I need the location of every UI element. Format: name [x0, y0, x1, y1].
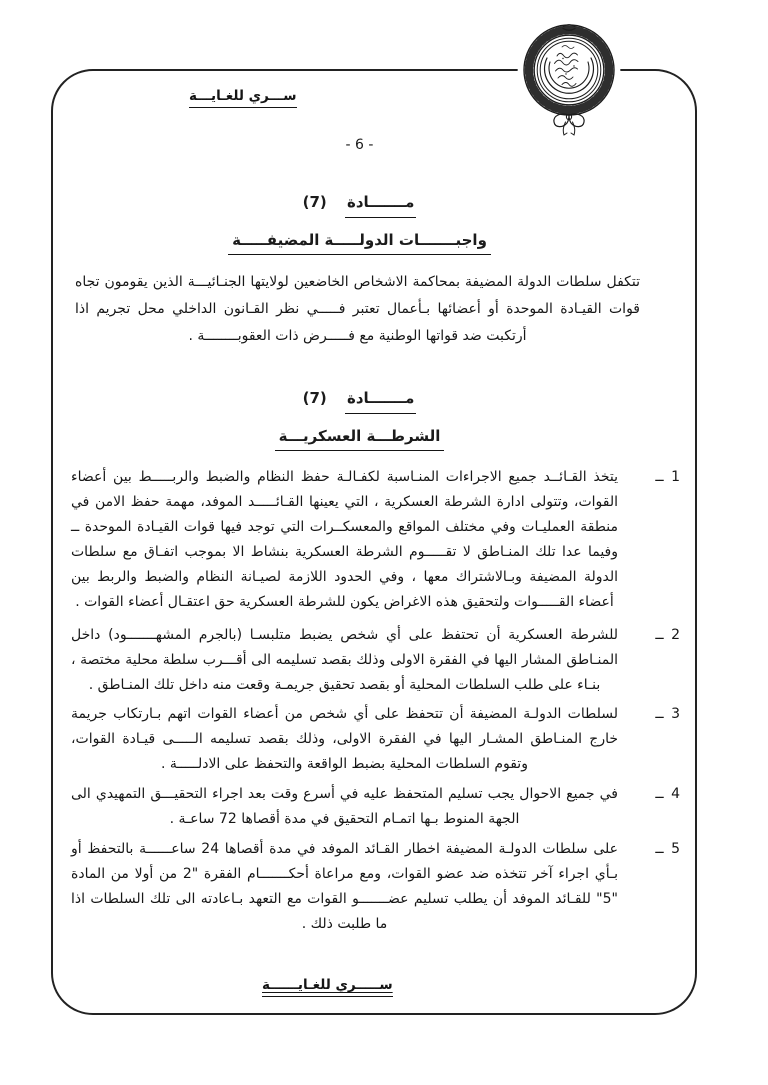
clause-text: للشرطة العسكرية أن تحتفظ على أي شخص يضبط متلبسـا (بالجرم المشهـــــــود) داخل المنـاطق المشار اليها في الفقرة الاولى وذلك بقصد تسليمه الى أقـــرب سلطة محلية مختصة ، بنـاء على طلب السلطات المحلية أو بقصد تحقيق جريمـة وقعت منه داخل تلك المنـاطق .: [71, 627, 618, 693]
clause-item-2: [71, 623, 680, 698]
article-7-mp-title: [71, 390, 648, 414]
clause-number: 3: [671, 706, 680, 722]
military-police-clauses: [71, 465, 680, 937]
article-word: مـــــــادة: [345, 194, 416, 218]
article-word: مـــــــادة: [345, 390, 416, 414]
clause-marker: [655, 465, 680, 490]
article-7-host-title: [71, 194, 648, 218]
clause-item-5: [71, 837, 680, 937]
clause-item-3: [71, 702, 680, 777]
clause-marker: [655, 702, 680, 727]
subtitle-text: الشرطـــة العسكريـــة: [275, 428, 445, 451]
clause-text: على سلطات الدولـة المضيفة اخطار القـائد الموفد في مدة أقصاها 24 ساعــــــة بالتحفظ أو بـأي اجراء آخر تتخذه ضد عضو القوات، ومع مراعاة أحكـــــــام الفقرة "2 من أولا من المادة "5" للقـائد الموفد أن يطلب تسليم عضـــــــو القوات مع التعهد بـاعادته الى تلك السلطات اذا ما طلبت ذلك .: [71, 841, 618, 932]
clause-marker: [655, 623, 680, 648]
page-number: - 6 -: [345, 137, 374, 153]
document-body: [71, 0, 680, 937]
clause-item-1: [71, 465, 680, 615]
clause-dash: ــ: [655, 841, 664, 857]
clause-dash: ــ: [655, 627, 664, 643]
host-state-paragraph: تتكفل سلطات الدولة المضيفة بمحاكمة الاشخاص الخاضعين لولايتها الجنـائيـــة الذين يقومون تجاه قوات القيـادة الموحدة أو أعضائها بـأعمال تعتبر فـــــي نظر القـانون الداخلي محل تجريم اذا أرتكبت ضد قواتها الوطنية مع فـــــرض ذات العقوبــــــــة .: [75, 274, 640, 344]
clause-text: لسلطات الدولـة المضيفة أن تتحفظ على أي شخص من أعضاء القوات اتهم بـارتكاب جريمة خارج المنـاطق المشـار اليها في الفقرة الاولى، وذلك بقصد تسليمه الـــــى قيـادة القوات، وتقوم السلطات المحلية بضبط الواقعة والتحفظ على الادلـــــة .: [71, 706, 618, 772]
article-7-mp-subtitle: [71, 428, 648, 451]
clause-number: 4: [671, 786, 680, 802]
article-number: (7): [302, 193, 327, 211]
classification-marking-bottom: [262, 977, 393, 997]
clause-dash: ــ: [655, 469, 664, 485]
clause-marker: [655, 782, 680, 807]
clause-number: 5: [671, 841, 680, 857]
article-7-host-subtitle: [71, 232, 648, 255]
clause-number: 1: [671, 469, 680, 485]
clause-dash: ــ: [655, 786, 664, 802]
clause-marker: [655, 837, 680, 862]
classification-text: ســـري للغـايـــة: [189, 88, 297, 104]
clause-text: يتخذ القـائــد جميع الاجراءات المنـاسبة لكفـالـة حفظ النظام والضبط والربـــــط بين أعضاء القوات، وتتولى ادارة الشرطة العسكرية ، التي يعينها القـائـــــد الموفد، مهمة حفظ الامن في منطقة العمليـات وفي مختلف المواقع والمعسكــرات التي توجد فيها قوات القيـادة الموحدة ــ وفيما عدا تلك المنـاطق لا تقـــــوم الشرطة العسكرية بنشاط الا بموجب اتفـاق مع سلطات الدولة المضيفة وبـالاشتراك معها ، وفي الحدود اللازمة لصيـانة النظام والضبط والربط بين أعضاء القـــــوات ولتحقيق هذه الاغراض يكون للشرطة العسكرية حق اعتقـال أعضاء القوات .: [71, 469, 618, 610]
clause-number: 2: [671, 627, 680, 643]
clause-dash: ــ: [655, 706, 664, 722]
article-number: (7): [302, 389, 327, 407]
subtitle-text: واجبـــــــات الدولـــــة المضيفـــــة: [228, 232, 491, 255]
classification-text: ســـــري للغـايــــــة: [262, 977, 393, 993]
clause-item-4: [71, 782, 680, 832]
clause-text: في جميع الاحوال يجب تسليم المتحفظ عليه في أسرع وقت بعد اجراء التحقيـــق التمهيدي الى الجهة المنوط بـها اتمـام التحقيق في مدة أقصاها 72 ساعـة .: [71, 786, 618, 827]
